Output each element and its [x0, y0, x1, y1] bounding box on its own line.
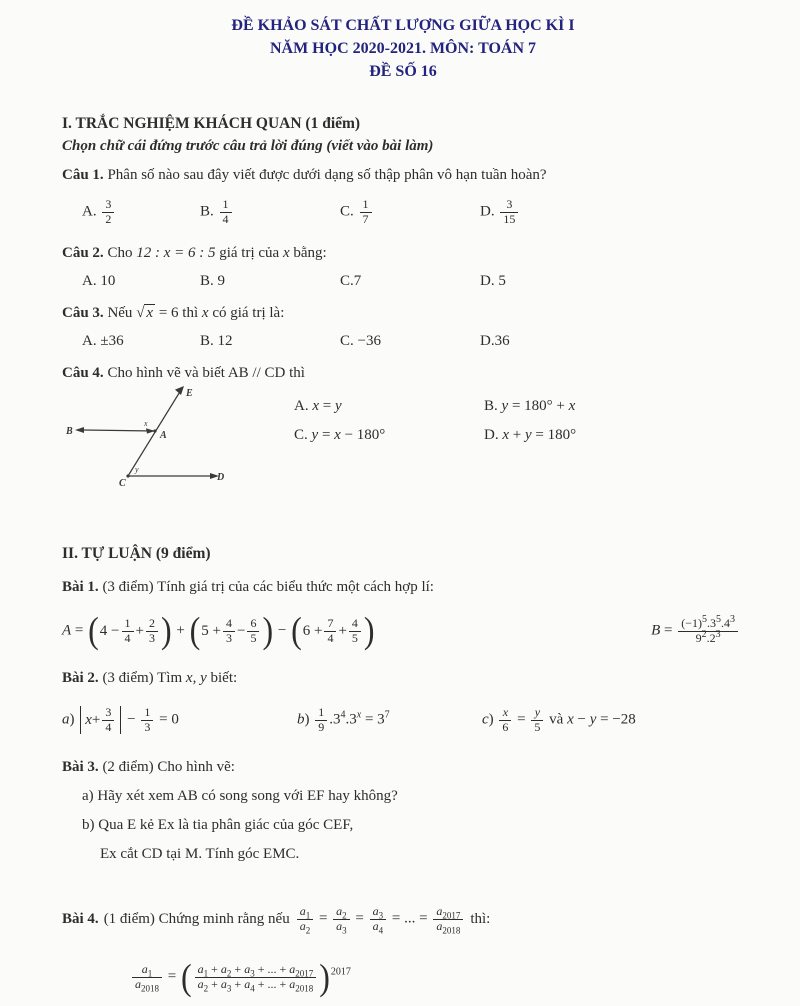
bai-1-text: [62, 576, 744, 598]
bai-4: [62, 905, 744, 934]
option-4c: C. y = x − 180°: [294, 427, 386, 443]
bai-2-parts: [62, 697, 744, 743]
bai-2: [62, 667, 744, 743]
bai-2-part-b: b) $\frac{1}{9}$ $.3^4.3^x = 3^7$: [297, 704, 390, 734]
option-4b: B. y = 180° + x: [484, 398, 576, 414]
label-D: D: [217, 472, 225, 483]
bai-2-text: [62, 667, 744, 689]
section1-instruction: Chọn chữ cái đứng trước câu trả lời đúng (viết vào bài làm): [62, 138, 434, 154]
bai-3-label: Bài 3.: [62, 759, 99, 775]
bai-2-label: Bài 2.: [62, 670, 99, 686]
question-4-stem: Cho hình vẽ và biết AB // CD thì: [107, 365, 305, 381]
bai-3-stem: (2 điểm) Cho hình vẽ:: [102, 759, 235, 775]
bai-3-line-b: b) Qua E kẻ Ex là tia phân giác của góc CEF,: [82, 817, 354, 833]
bai-1: [62, 576, 744, 654]
question-1-text: [62, 164, 744, 186]
expression-b: B = $\frac{(-1)^5.3^5.4^3}{9^2.2^3}$: [651, 617, 740, 646]
bai-2-part-c: c) $\frac{x}{6}$ = $\frac{y}{5}$ và x − y = −28: [482, 704, 636, 734]
bai-3-line-c: Ex cắt CD tại M. Tính góc EMC.: [100, 846, 300, 862]
option-3c: C. −36: [340, 332, 381, 349]
cau4-figure-svg: [62, 386, 287, 496]
cau4-figure: [62, 386, 294, 501]
header-line-1: ĐỀ KHẢO SÁT CHẤT LƯỢNG GIỮA HỌC KÌ I: [231, 17, 575, 34]
question-1-options: [82, 191, 744, 233]
question-4-label: Câu 4.: [62, 365, 104, 381]
question-1-label: Câu 1.: [62, 167, 104, 183]
bai-1-label: Bài 1.: [62, 579, 99, 595]
option-1c: C. $\frac{1}{7}$: [340, 198, 480, 227]
bai-4-label: Bài 4.: [62, 910, 99, 927]
line-CE: [128, 390, 181, 476]
question-3-label: Câu 3.: [62, 305, 104, 321]
bai-1-stem: (3 điểm) Tính giá trị của các biểu thức một cách hợp lí:: [102, 579, 434, 595]
question-3: [62, 302, 744, 353]
bai-4-suffix: thì:: [470, 910, 491, 927]
expression-a: A = ( 4 − 1 4 + 2 3 ) + ( 5 + 4 3 − 6 5 ) − ( 6 + 7 4 + 4 5 ): [62, 609, 375, 651]
question-2-text: [62, 242, 744, 264]
vertex-A-dot: [153, 429, 156, 432]
option-3d: D.36: [480, 332, 510, 349]
question-1-stem: Phân số nào sau đây viết được dưới dạng số thập phân vô hạn tuần hoàn?: [107, 167, 547, 183]
header-line-2: NĂM HỌC 2020-2021. MÔN: TOÁN 7: [269, 40, 537, 57]
bai-4-conclusion-formula: $\frac{a_1}{a_{2018}}$ = ( $a_1 + a_2 + a_3$ + ... + $a_{2017}$ $a_2 + a_3 + a_4$ + ... + $a_{2018}$ ) $^{2017}$: [130, 963, 351, 992]
question-3-stem: Nếu √ x = 6 thì x có giá trị là:: [107, 305, 285, 321]
option-1a: A. $\frac{3}{2}$: [82, 198, 200, 227]
header-line-3: ĐỀ SỐ 16: [369, 63, 437, 80]
arrow-B: [75, 427, 84, 433]
vertex-C-dot: [126, 474, 129, 477]
bai-2-stem: (3 điểm) Tìm x, y biết:: [102, 670, 238, 686]
label-A: A: [160, 430, 167, 441]
arrow-E: [175, 386, 184, 395]
angle-x-label: x: [144, 419, 148, 428]
angle-y-label: y: [135, 465, 139, 474]
question-3-options: [82, 329, 744, 353]
option-2a: A. 10: [82, 272, 116, 289]
bai-1-expressions: [62, 608, 744, 654]
bai-4-conclusion: [130, 950, 744, 1006]
option-2b: B. 9: [200, 272, 226, 289]
question-2: [62, 242, 744, 293]
question-4-options: [294, 398, 744, 501]
question-2-options: [82, 269, 744, 293]
option-4a: A. x = y: [294, 398, 342, 414]
bai-4-stem: (1 điểm) Chứng minh rằng nếu: [103, 910, 290, 927]
bai-4-chain: $\frac{a_1}{a_2}$ = $\frac{a_2}{a_3}$ = $\frac{a_3}{a_4}$ = ... = $\frac{a_{2017}}{a_{2018}}$: [295, 905, 466, 934]
label-E: E: [186, 388, 193, 399]
question-4-body: [62, 386, 744, 501]
bai-3-line-a: a) Hãy xét xem AB có song song với EF hay không?: [82, 788, 398, 804]
option-1b: B. $\frac{1}{4}$: [200, 198, 340, 227]
question-2-stem: Cho 12 : x = 6 : 5 giá trị của x bằng:: [107, 245, 327, 261]
label-B: B: [66, 426, 73, 437]
question-1: [62, 164, 744, 233]
label-C: C: [119, 478, 126, 489]
question-3-text: [62, 302, 744, 324]
line-AB: [83, 430, 155, 431]
option-3a: A. ±36: [82, 332, 124, 349]
option-4d: D. x + y = 180°: [484, 427, 577, 443]
bai-3-text: [62, 756, 744, 778]
question-4-text: [62, 362, 744, 384]
question-2-label: Câu 2.: [62, 245, 104, 261]
section1-heading: I. TRẮC NGHIỆM KHÁCH QUAN (1 điểm): [62, 115, 361, 132]
exam-header: [62, 14, 744, 83]
section2-heading: II. TỰ LUẬN (9 điểm): [62, 545, 211, 562]
option-1d: D. $\frac{3}{15}$: [480, 198, 744, 227]
bai-2-part-a: a) x + 3 4 − $\frac{1}{3}$ = 0: [62, 704, 179, 734]
option-2c: C.7: [340, 272, 362, 289]
option-3b: B. 12: [200, 332, 233, 349]
bai-3: [62, 756, 744, 865]
option-2d: D. 5: [480, 272, 506, 289]
question-4: [62, 362, 744, 501]
